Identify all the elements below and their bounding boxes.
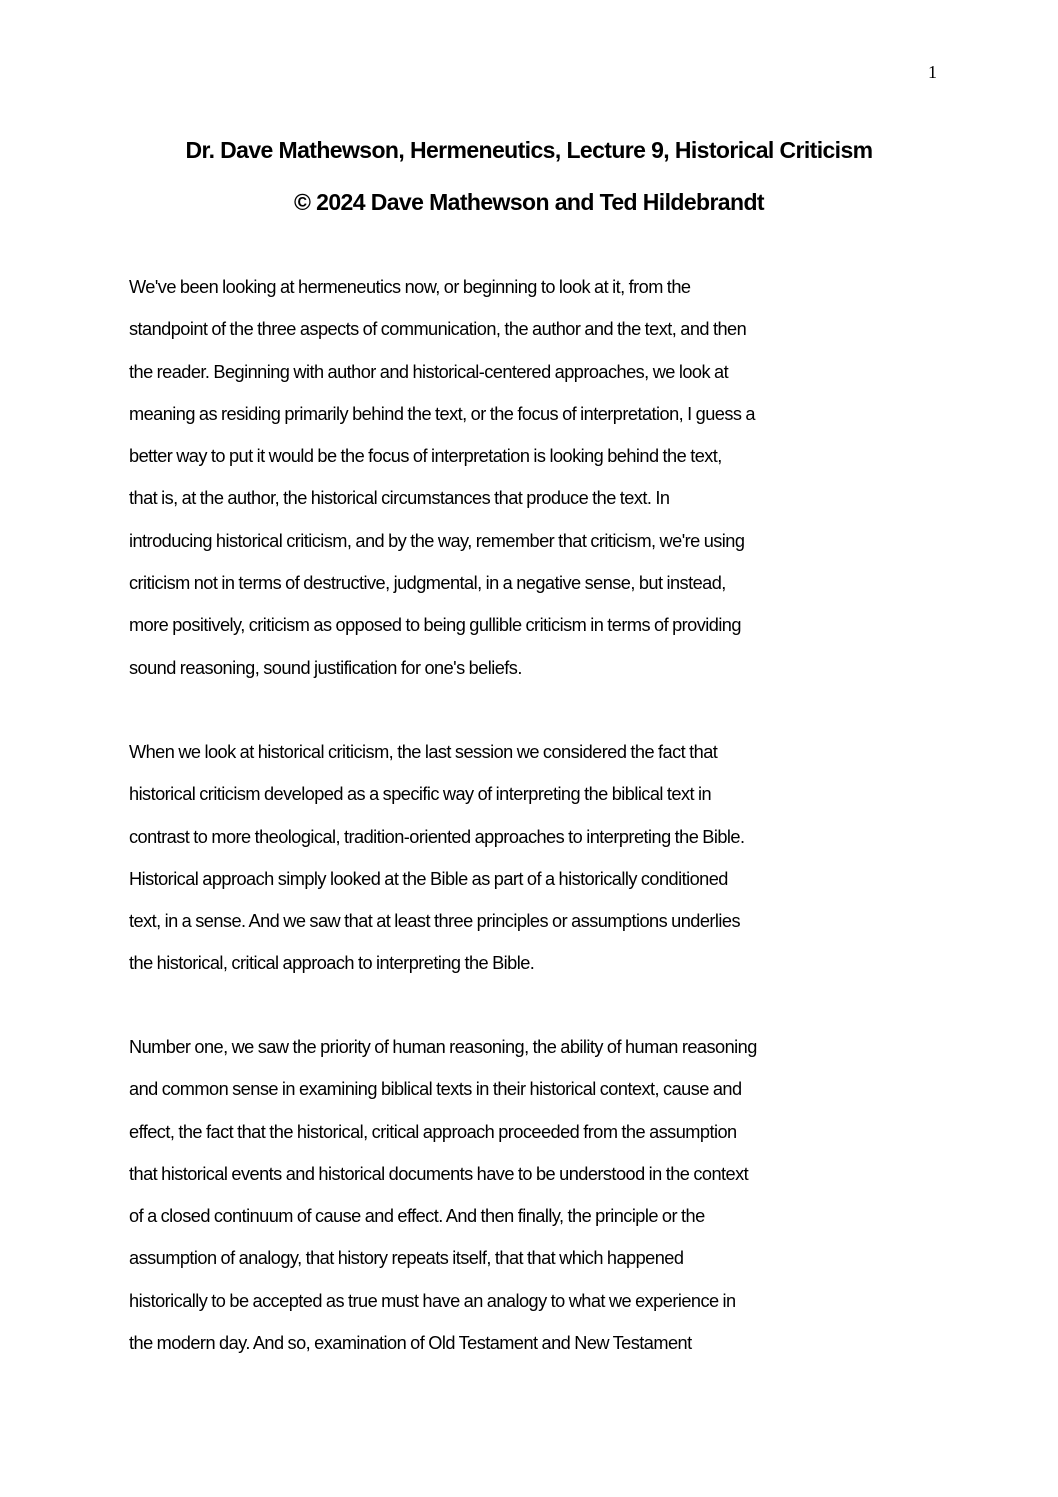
text-line: and common sense in examining biblical texts in their historical context, cause and xyxy=(129,1079,742,1100)
text-line: effect, the fact that the historical, critical approach proceeded from the assumption xyxy=(129,1121,737,1142)
text-line: that historical events and historical documents have to be understood in the context xyxy=(129,1163,749,1184)
copyright-line: © 2024 Dave Mathewson and Ted Hildebrandt xyxy=(294,189,764,215)
text-line: assumption of analogy, that history repeats itself, that that which happened xyxy=(129,1248,684,1269)
text-line: of a closed continuum of cause and effect. And then finally, the principle or the xyxy=(129,1206,705,1227)
text-line: historical criticism developed as a specific way of interpreting the biblical text in xyxy=(129,784,712,805)
text-line: standpoint of the three aspects of communication, the author and the text, and then xyxy=(129,319,747,340)
paragraph xyxy=(129,731,949,985)
text-line: When we look at historical criticism, the last session we considered the fact that xyxy=(129,742,718,762)
text-line: the reader. Beginning with author and historical-centered approaches, we look at xyxy=(129,361,729,382)
page-number: 1 xyxy=(928,62,937,82)
text-line: better way to put it would be the focus of interpretation is looking behind the text, xyxy=(129,446,722,467)
document-title: Dr. Dave Mathewson, Hermeneutics, Lecture 9, Historical Criticism xyxy=(185,137,873,163)
text-line: We've been looking at hermeneutics now, or beginning to look at it, from the xyxy=(129,277,691,297)
text-line: sound reasoning, sound justification for one's beliefs. xyxy=(129,657,522,678)
text-line: the historical, critical approach to interpreting the Bible. xyxy=(129,953,535,974)
text-line: that is, at the author, the historical circumstances that produce the text. In xyxy=(129,488,670,509)
paragraph xyxy=(129,266,949,689)
text-line: more positively, criticism as opposed to being gullible criticism in terms of providing xyxy=(129,615,741,636)
text-line: Number one, we saw the priority of human reasoning, the ability of human reasoning xyxy=(129,1037,757,1057)
text-line: Historical approach simply looked at the Bible as part of a historically conditioned xyxy=(129,868,728,889)
text-line: contrast to more theological, tradition-oriented approaches to interpreting the Bible. xyxy=(129,826,745,847)
text-line: criticism not in terms of destructive, judgmental, in a negative sense, but instead, xyxy=(129,573,726,594)
paragraph xyxy=(129,1026,949,1364)
text-line: meaning as residing primarily behind the text, or the focus of interpretation, I guess a xyxy=(129,403,755,424)
document-header xyxy=(0,124,1058,228)
text-line: the modern day. And so, examination of Old Testament and New Testament xyxy=(129,1333,692,1354)
text-line: text, in a sense. And we saw that at least three principles or assumptions underlies xyxy=(129,911,740,932)
text-line: introducing historical criticism, and by the way, remember that criticism, we're using xyxy=(129,530,745,551)
text-line: historically to be accepted as true must have an analogy to what we experience in xyxy=(129,1290,736,1311)
